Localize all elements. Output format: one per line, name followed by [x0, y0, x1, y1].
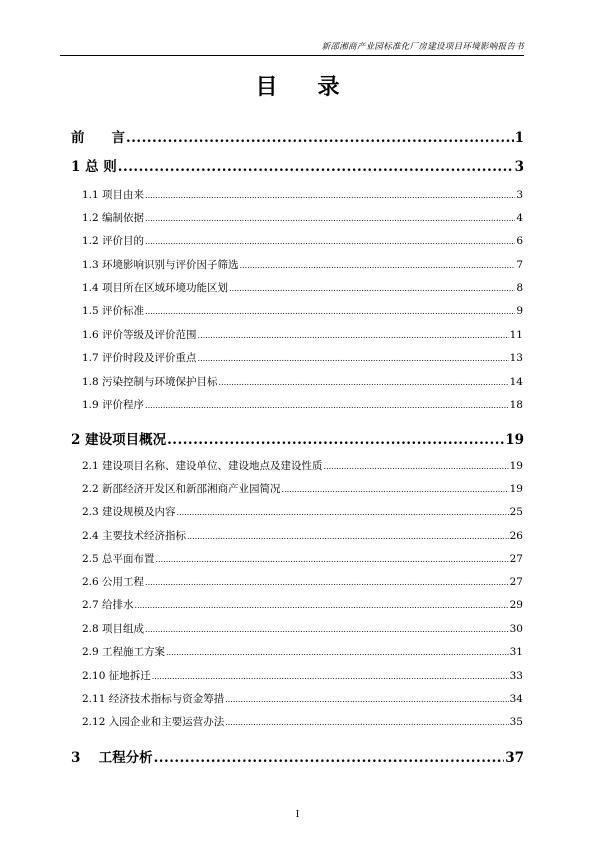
- toc-entry-label: 2.9 工程施工方案: [82, 646, 166, 658]
- toc-dot-leader: [177, 506, 509, 518]
- toc-entry-label: 2 建设项目概况: [71, 432, 167, 448]
- toc-dot-leader: [167, 432, 504, 448]
- toc-entry-page: 26: [509, 530, 523, 542]
- toc-section-entry[interactable]: [82, 528, 523, 543]
- toc-entry-label: 1.2 评价目的: [82, 235, 145, 247]
- toc-entry-page: 19: [509, 483, 523, 495]
- toc-section-entry[interactable]: [82, 210, 523, 225]
- toc-dot-leader: [240, 259, 516, 271]
- toc-dot-leader: [198, 352, 509, 364]
- header-rule: [60, 55, 524, 56]
- toc-entry-page: 37: [505, 750, 524, 766]
- toc-entry-label: 2.2 新邵经济开发区和新邵湘商产业园简况: [82, 483, 281, 495]
- toc-section-entry[interactable]: [82, 481, 523, 496]
- toc-entry-page: 9: [516, 305, 523, 317]
- toc-entry-page: 4: [516, 212, 523, 224]
- toc-section-entry[interactable]: [82, 397, 523, 412]
- toc-entry-page: 13: [509, 352, 523, 364]
- toc-entry-page: 34: [509, 693, 523, 705]
- toc-dot-leader: [118, 159, 514, 175]
- toc-section-entry[interactable]: [82, 187, 523, 202]
- toc-dot-leader: [145, 189, 515, 201]
- toc-dot-leader: [229, 282, 515, 294]
- toc-dot-leader: [145, 212, 515, 224]
- toc-entry-page: 14: [509, 376, 523, 388]
- toc-section-entry[interactable]: [82, 458, 523, 473]
- toc-entry-page: 1: [514, 130, 524, 146]
- toc-dot-leader: [225, 716, 508, 728]
- toc-section-entry[interactable]: [82, 257, 523, 272]
- running-header: 新邵湘商产业园标准化厂房建设项目环境影响报告书: [321, 42, 524, 52]
- toc-entry-label: 前 言: [71, 130, 125, 146]
- toc-entry-label: 1.5 评价标准: [82, 305, 145, 317]
- toc-entry-page: 25: [509, 506, 523, 518]
- toc-entry-label: 1.4 项目所在区域环境功能区划: [82, 282, 229, 294]
- toc-section-entry[interactable]: [82, 668, 523, 683]
- toc-section-entry[interactable]: [82, 574, 523, 589]
- toc-entry-label: 1.7 评价时段及评价重点: [82, 352, 197, 364]
- toc-entry-label: 2.1 建设项目名称、建设单位、建设地点及建设性质: [82, 460, 323, 472]
- toc-entry-label: 2.5 总平面布置: [82, 553, 155, 565]
- toc-section-entry[interactable]: [82, 597, 523, 612]
- toc-entry-page: 31: [509, 646, 523, 658]
- toc-entry-page: 27: [509, 553, 523, 565]
- toc-title: 目录: [255, 74, 380, 100]
- toc-section-entry[interactable]: [82, 374, 523, 389]
- toc-section-entry[interactable]: [82, 327, 523, 342]
- toc-dot-leader: [282, 483, 509, 495]
- toc-entry-label: 2.8 项目组成: [82, 623, 145, 635]
- toc-dot-leader: [126, 130, 514, 146]
- toc-section-entry[interactable]: [82, 551, 523, 566]
- toc-entry-label: 2.6 公用工程: [82, 576, 145, 588]
- toc-entry-label: 1.8 污染控制与环境保护目标: [82, 376, 218, 388]
- toc-section-entry[interactable]: [82, 280, 523, 295]
- toc-section-entry[interactable]: [82, 504, 523, 519]
- toc-entry-page: 3: [516, 189, 523, 201]
- toc-entry-label: 2.12 入园企业和主要运营办法: [82, 716, 225, 728]
- toc-entry-label: 1 总 则: [71, 159, 117, 175]
- toc-section-entry[interactable]: [82, 233, 523, 248]
- toc-dot-leader: [152, 670, 509, 682]
- toc-entry-page: 27: [509, 576, 523, 588]
- toc-entry-page: 8: [516, 282, 523, 294]
- toc-section-entry[interactable]: [82, 714, 523, 729]
- toc-dot-leader: [187, 530, 509, 542]
- toc-section-entry[interactable]: [82, 621, 523, 636]
- toc-entry-label: 2.3 建设规模及内容: [82, 506, 176, 518]
- toc-dot-leader: [198, 329, 509, 341]
- toc-entry-page: 30: [509, 623, 523, 635]
- toc-entry-page: 18: [509, 399, 523, 411]
- toc-entry-label: 2.4 主要技术经济指标: [82, 530, 187, 542]
- toc-entry-label: 1.2 编制依据: [82, 212, 145, 224]
- toc-chapter-entry[interactable]: [71, 746, 524, 766]
- toc-dot-leader: [145, 305, 515, 317]
- toc-chapter-entry[interactable]: [71, 155, 524, 175]
- toc-dot-leader: [324, 460, 509, 472]
- toc-section-entry[interactable]: [82, 644, 523, 659]
- toc-dot-leader: [135, 599, 509, 611]
- toc-entry-page: 19: [505, 432, 524, 448]
- toc-entry-label: 1.3 环境影响识别与评价因子筛选: [82, 259, 239, 271]
- toc-entry-label: 2.11 经济技术指标与资金筹措: [82, 693, 225, 705]
- toc-chapter-entry[interactable]: [71, 428, 524, 448]
- toc-dot-leader: [156, 553, 509, 565]
- toc-entry-label: 1.1 项目由来: [82, 189, 145, 201]
- toc-entry-page: 29: [509, 599, 523, 611]
- toc-section-entry[interactable]: [82, 350, 523, 365]
- toc-dot-leader: [145, 576, 509, 588]
- toc-dot-leader: [145, 399, 509, 411]
- toc-entry-label: 2.10 征地拆迁: [82, 670, 151, 682]
- toc-dot-leader: [145, 235, 515, 247]
- toc-section-entry[interactable]: [82, 303, 523, 318]
- toc-chapter-entry[interactable]: [71, 126, 524, 146]
- toc-section-entry[interactable]: [82, 691, 523, 706]
- toc-entry-label: 3 工程分析: [71, 750, 153, 766]
- toc-entry-page: 6: [516, 235, 523, 247]
- toc-entry-label: 1.9 评价程序: [82, 399, 145, 411]
- toc-dot-leader: [166, 646, 509, 658]
- toc-dot-leader: [219, 376, 509, 388]
- toc-dot-leader: [145, 623, 509, 635]
- toc-entry-page: 35: [509, 716, 523, 728]
- toc-entry-page: 11: [509, 329, 523, 341]
- toc-dot-leader: [225, 693, 508, 705]
- toc-entry-page: 33: [509, 670, 523, 682]
- toc-entry-page: 3: [514, 159, 524, 175]
- toc-dot-leader: [154, 750, 505, 766]
- toc-entry-page: 7: [516, 259, 523, 271]
- page-number: I: [295, 810, 300, 820]
- toc-entry-label: 1.6 评价等级及评价范围: [82, 329, 197, 341]
- toc-entry-page: 19: [509, 460, 523, 472]
- toc-entry-label: 2.7 给排水: [82, 599, 134, 611]
